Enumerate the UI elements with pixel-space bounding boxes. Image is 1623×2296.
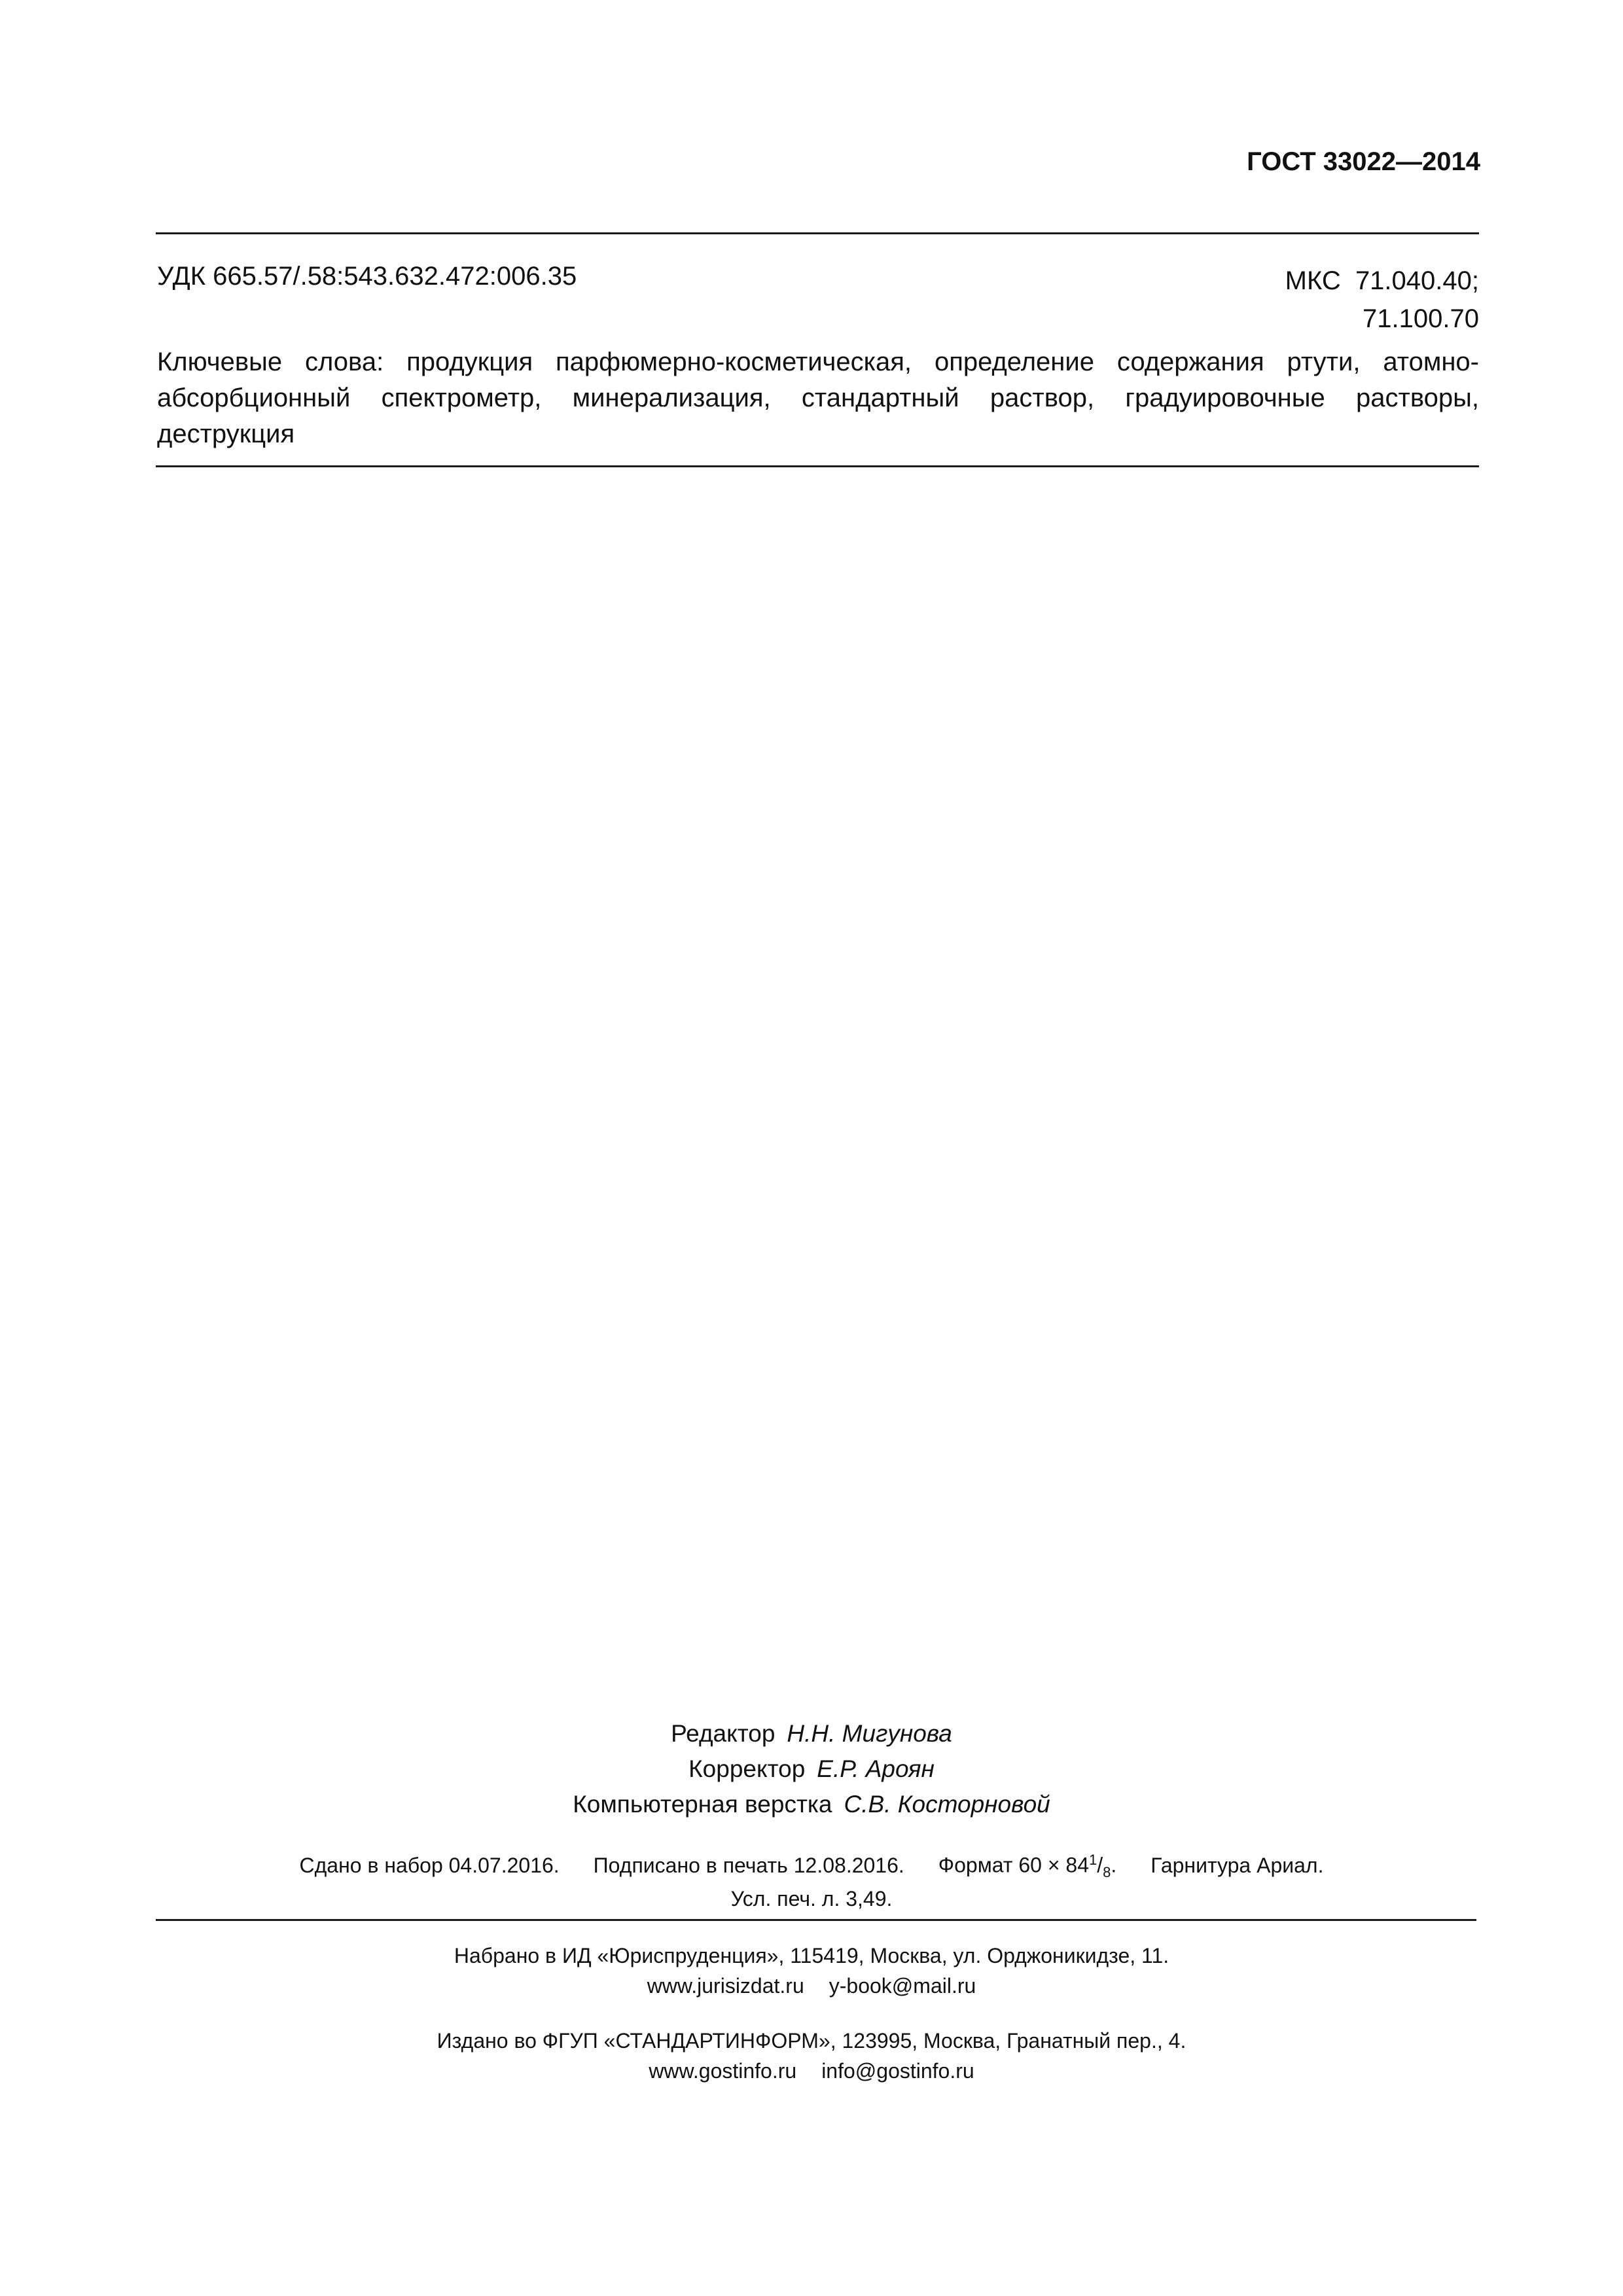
credit-role: Редактор	[671, 1720, 776, 1747]
typeset-address: Набрано в ИД «Юриспруденция», 115419, Москва, ул. Орджоникидзе, 11.	[454, 1944, 1169, 1967]
credits-block	[0, 1716, 1623, 1822]
typeset-contacts	[0, 1971, 1623, 2001]
credit-name: Н.Н. Мигунова	[787, 1720, 952, 1747]
publisher-address: Издано во ФГУП «СТАНДАРТИНФОРМ», 123995, Москва, Гранатный пер., 4.	[437, 2029, 1186, 2053]
publisher-email: info@gostinfo.ru	[821, 2059, 974, 2083]
paper-format: Формат $60 \times 84^1/_8$.	[938, 1852, 1117, 1881]
udk-code: УДК 665.57/.58:543.632.472:006.35	[157, 262, 577, 291]
credit-name: С.В. Косторновой	[844, 1791, 1050, 1818]
mks-label: МКС	[1285, 266, 1341, 295]
printed-sheets: Усл. печ. л. 3,49.	[730, 1887, 893, 1911]
printer-info	[0, 1941, 1623, 2086]
credit-name: Е.Р. Ароян	[817, 1755, 935, 1782]
document-code: ГОСТ 33022—2014	[1247, 147, 1480, 176]
typeset-site: www.jurisizdat.ru	[647, 1974, 804, 1998]
mks-codes	[1285, 262, 1479, 338]
submitted-date: Сдано в набор 04.07.2016.	[299, 1853, 560, 1877]
format-prefix: Формат 60 × 84	[938, 1853, 1089, 1877]
mks-line-1	[1285, 262, 1479, 300]
credit-role: Корректор	[688, 1755, 806, 1782]
publisher-site: www.gostinfo.ru	[649, 2059, 797, 2083]
publishing-info	[0, 1847, 1623, 1912]
credit-proofreader	[0, 1751, 1623, 1787]
footer-divider	[156, 1919, 1476, 1921]
typeset-email: y-book@mail.ru	[829, 1974, 976, 1998]
credit-editor	[0, 1716, 1623, 1751]
format-numerator: 1	[1089, 1852, 1097, 1868]
top-divider	[156, 232, 1479, 234]
credit-role: Компьютерная верстка	[573, 1791, 832, 1818]
typeface: Гарнитура Ариал.	[1150, 1853, 1324, 1877]
publishing-line-1	[0, 1847, 1623, 1886]
keywords-divider	[156, 465, 1479, 467]
mks-code-2: 71.100.70	[1363, 304, 1479, 333]
credit-layout	[0, 1787, 1623, 1822]
publisher-contacts	[0, 2056, 1623, 2086]
format-denominator: 8	[1103, 1864, 1111, 1881]
keywords-paragraph: Ключевые слова: продукция парфюмерно-косметическая, определение содержания ртути, атомно-абсорбционный спектрометр, минерализация, стандартный раствор, градуировочные растворы, деструкция	[157, 348, 1479, 448]
signed-date: Подписано в печать 12.08.2016.	[593, 1853, 904, 1877]
mks-code-1: 71.040.40;	[1355, 266, 1479, 295]
